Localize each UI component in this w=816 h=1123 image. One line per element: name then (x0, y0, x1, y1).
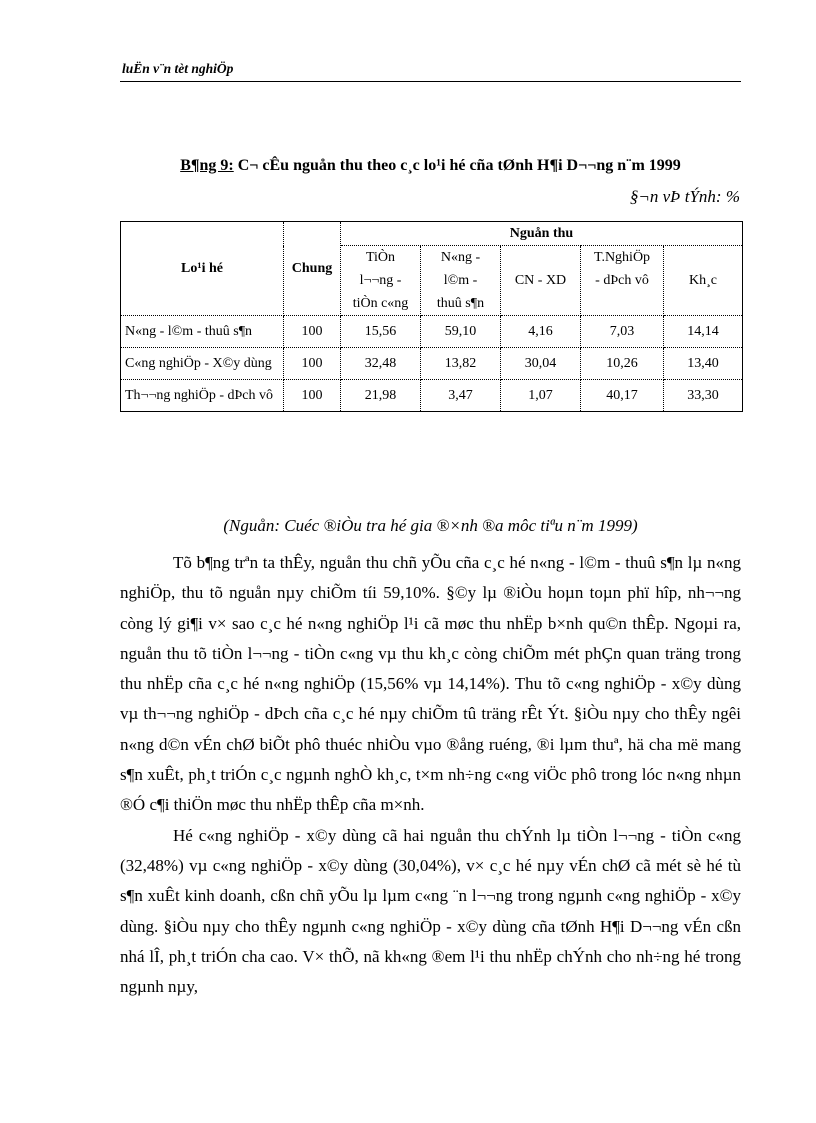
table-title-text: C¬ cÊu nguån thu theo c¸c lo¹i hé cña tØnh H¶i D¬¬ng n¨m 1999 (233, 157, 681, 174)
cell-value: 13,40 (664, 348, 743, 380)
cell-value: 40,17 (581, 380, 664, 412)
table-row (121, 316, 743, 348)
row-total: 100 (284, 380, 341, 412)
source-note: (Nguån: Cuéc ®iÒu tra hé gia ®×nh ®a môc tiªu n¨m 1999) (223, 516, 638, 535)
cell-value: 1,07 (501, 380, 581, 412)
cell-value: 10,26 (581, 348, 664, 380)
cell-value: 32,48 (341, 348, 421, 380)
col-type-header: Lo¹i hé (121, 222, 284, 316)
cell-value: 30,04 (501, 348, 581, 380)
sub-header-trade: T.NghiÖp - dÞch vô (581, 246, 664, 316)
cell-value: 15,56 (341, 316, 421, 348)
sub-header-wages: TiÒn l¬¬ng - tiÒn c«ng (341, 246, 421, 316)
row-type: C«ng nghiÖp - X©y dùng (121, 348, 284, 380)
running-header: luËn v¨n tèt nghiÖp (122, 61, 234, 76)
sub-header-other: Kh¸c (664, 246, 743, 316)
row-type: Th¬¬ng nghiÖp - dÞch vô (121, 380, 284, 412)
body-text (120, 548, 741, 1002)
cell-value: 3,47 (421, 380, 501, 412)
row-total: 100 (284, 316, 341, 348)
row-total: 100 (284, 348, 341, 380)
row-type: N«ng - l©m - thuû s¶n (121, 316, 284, 348)
header-rule (120, 81, 741, 82)
sub-header-industry: CN - XD (501, 246, 581, 316)
table-title (120, 157, 741, 175)
sub-header-agriculture: N«ng - l©m - thuû s¶n (421, 246, 501, 316)
table-row (121, 380, 743, 412)
cell-value: 13,82 (421, 348, 501, 380)
table-row (121, 348, 743, 380)
income-structure-table (120, 221, 743, 412)
cell-value: 33,30 (664, 380, 743, 412)
group-header: Nguån thu (341, 222, 743, 246)
cell-value: 59,10 (421, 316, 501, 348)
cell-value: 7,03 (581, 316, 664, 348)
paragraph: Tõ b¶ng trªn ta thÊy, nguån thu chñ yÕu cña c¸c hé n«ng - l©m - thuû s¶n lµ n«ng nghiÖp, thu tõ nguån nµy chiÕm tíi 59,10%. §©y lµ ®iÒu hoµn toµn phï hîp, nh¬¬ng còng lý gi¶i v× sao c¸c hé n«ng nghiÖp l¹i cã møc thu nhËp b×nh qu©n thÊp. Ngoµi ra, nguån thu tõ tiÒn l¬¬ng - tiÒn c«ng vµ thu kh¸c còng chiÕm mét phÇn quan träng trong thu nhËp cña c¸c hé n«ng nghiÖp (15,56% vµ 14,14%). Thu tõ c«ng nghiÖp - x©y dùng vµ th¬¬ng nghiÖp - dÞch cña c¸c hé nµy chiÕm tû träng rÊt Ýt. §iÒu nµy cho thÊy ngêi n«ng d©n vÉn chØ biÕt phô thuéc nhiÒu vµo ®ång ruéng, ®i lµm thuª, hä cha më mang s¶n xuÊt, ph¸t triÓn c¸c ngµnh nghÒ kh¸c, t×m nh÷ng c«ng viÖc phô trong lóc n«ng nhµn ®Ó c¶i thiÖn møc thu nhËp thÊp cña m×nh. (120, 553, 741, 815)
col-total-header: Chung (284, 222, 341, 316)
paragraph: Hé c«ng nghiÖp - x©y dùng cã hai nguån thu chÝnh lµ tiÒn l¬¬ng - tiÒn c«ng (32,48%) vµ c«ng nghiÖp - x©y dùng (30,04%), v× c¸c hé nµy vÉn chØ cã mét sè hé tù s¶n xuÊt kinh doanh, cßn chñ yÕu lµ lµm c«ng ¨n l¬¬ng trong ngµnh c«ng nghiÖp - x©y dùng. §iÒu nµy cho thÊy ngµnh c«ng nghiÖp - x©y dùng cña tØnh H¶i D¬¬ng vÉn cßn nhá lÎ, ph¸t triÓn cha cao. V× thÕ, nã kh«ng ®em l¹i thu nhËp chÝnh cho nh÷ng hé trong ngµnh nµy, (120, 825, 741, 997)
unit-note: §¬n vÞ tÝnh: % (629, 187, 740, 206)
table-title-label: B¶ng 9: (180, 157, 234, 174)
cell-value: 4,16 (501, 316, 581, 348)
cell-value: 14,14 (664, 316, 743, 348)
cell-value: 21,98 (341, 380, 421, 412)
